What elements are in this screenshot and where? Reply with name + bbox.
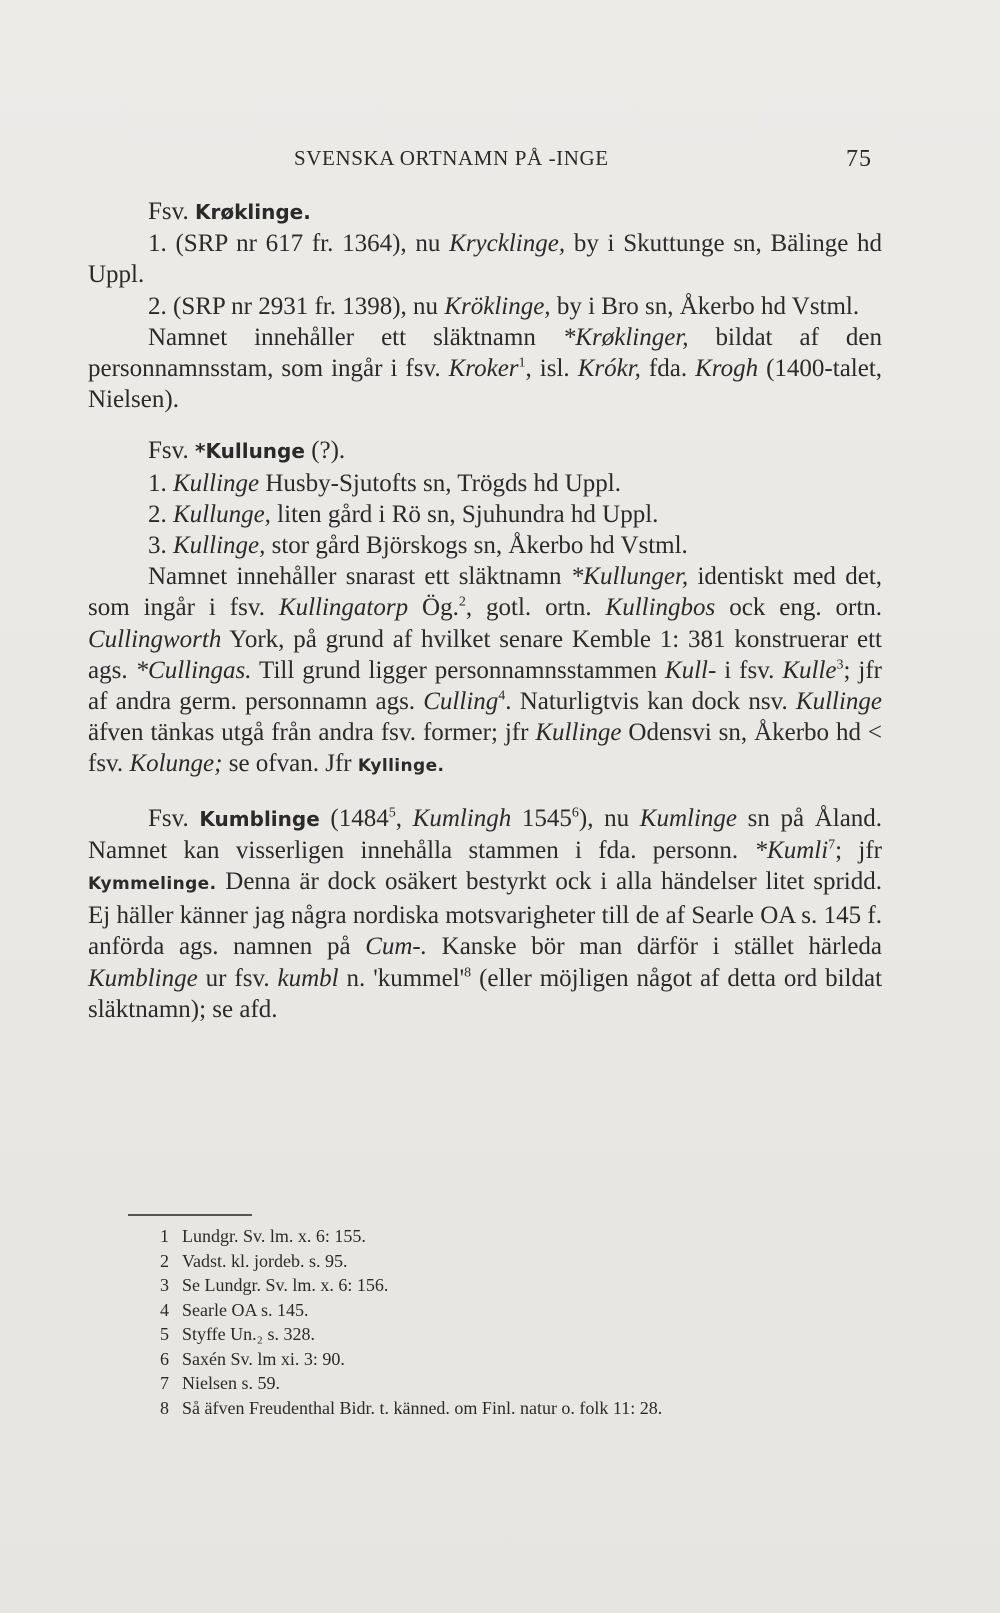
paragraph-text: , [395,804,402,832]
footnote-text: Saxén Sv. lm xi. 3: 90. [182,1348,345,1369]
footnote [160,1347,662,1372]
footnote-number: 5 [160,1324,169,1344]
italic-form: Kumblinge [88,964,198,992]
paragraph-text: Kanske bör man därför i stället härleda [441,933,883,961]
italic-form: *Kumli [754,836,829,864]
item-text: stor gård Björskogs sn, Åkerbo hd Vstml. [271,532,688,560]
footnote-text: Styffe Un.₂ s. 328. [182,1324,315,1344]
footnote-text: Se Lundgr. Sv. lm. x. 6: 156. [182,1275,389,1295]
footnote [160,1224,662,1249]
footnote-number: 3 [160,1275,169,1295]
footnote-text: Searle OA s. 145. [182,1299,309,1320]
paragraph-text: Till grund ligger personnamnsstammen [259,656,657,684]
paragraph-text: ), nu [578,804,630,832]
italic-form: Culling [423,688,499,716]
footnote [160,1371,662,1396]
item-text: 1. (SRP nr 617 fr. 1364), nu [148,230,441,258]
footnote-number: 2 [160,1250,169,1271]
paragraph-text: (eller möjligen något af detta ord bildat släktnamn); se afd. [88,964,883,1023]
footnote-ref: 3 [836,657,844,673]
item-text: 2. [148,500,167,528]
italic-form: Kroker [448,355,519,383]
paragraph-text: fda. [648,355,688,383]
paragraph-text: York, på grund af hvilket senare Kemble 1: 381 konstruerar ett ags. [88,625,882,684]
entry-item [88,530,882,561]
footnote-ref: 6 [571,805,579,821]
paragraph-text: ; jfr [835,836,883,864]
fsv-abbrev: Fsv. [148,198,189,225]
footnote-text: Nielsen s. 59. [182,1373,280,1393]
entry-paragraph [88,561,882,782]
item-text: liten gård i Rö sn, Sjuhundra hd Uppl. [277,500,659,528]
footnote-ref: 5 [388,805,396,821]
italic-form: *Kullunger, [570,563,689,591]
paragraph-text: ur fsv. [205,964,270,992]
paragraph-text: se ofvan. Jfr [228,750,352,778]
footnotes [160,1224,662,1420]
paragraph-text: . Naturligtvis kan dock nsv. [505,688,788,716]
place-name: Kullinge, [173,532,266,560]
paragraph-text: sn på Åland. Namnet kan visserligen innehålla stammen i fda. personn. [88,804,883,864]
footnote-text: Vadst. kl. jordeb. s. 95. [182,1250,348,1271]
italic-form: Kumlingh [412,804,512,832]
footnote-ref: 1 [518,355,526,371]
footnote [160,1396,662,1421]
paragraph-text: Namnet innehåller ett släktnamn [148,323,536,351]
item-text: 1. [148,469,167,497]
italic-form: Krókr, [577,355,641,383]
headword: Krøklinge. [195,200,311,224]
footnote-number: 8 [160,1397,169,1418]
italic-form: Cullingworth [88,625,222,653]
paragraph-text: i fsv. [724,656,775,684]
footnote-ref: 8 [464,965,472,981]
italic-form: Kulle [782,656,837,684]
paragraph-text: Odensvi sn, Åkerbo hd < fsv. [88,719,883,778]
italic-form: Kullinge [535,719,622,747]
footnote-divider [128,1214,252,1216]
italic-form: Kullingatorp [278,594,409,622]
italic-form: Kullingbos [605,594,716,622]
italic-form: *Cullingas. [135,656,252,684]
item-text: 2. (SRP nr 2931 fr. 1398), nu [148,292,439,320]
cross-reference: Kyllinge. [357,756,445,777]
item-text: by i Skuttunge sn, Bälinge hd Uppl. [88,230,883,289]
paragraph-text: ; jfr af andra germ. personnamn ags. [88,656,882,716]
headword: *Kullunge [195,439,305,464]
cross-reference: Kymmelinge. [88,874,217,895]
entry-item [88,499,882,530]
item-text: (?). [311,437,346,465]
italic-form: Krogh [695,355,759,383]
footnote-text: Lundgr. Sv. lm. x. 6: 155. [182,1226,366,1246]
paragraph-text: Namnet innehåller snarast ett släktnamn [148,563,562,591]
footnote-number: 7 [160,1373,169,1393]
italic-form: Kullinge [795,688,883,716]
item-text: 3. [148,532,167,560]
footnote-number: 4 [160,1299,169,1320]
footnote [160,1322,662,1347]
italic-form: kumbl [277,964,339,992]
item-text: by i Bro sn, Åkerbo hd Vstml. [556,292,860,320]
paragraph-text: 1545 [521,804,572,832]
item-text: Husby-Sjutofts sn, Trögds hd Uppl. [265,469,621,497]
italic-form: Kumlinge [639,804,737,832]
entry-heading-kullunge [88,435,882,467]
footnote [160,1298,662,1323]
entry-paragraph [88,322,882,416]
main-text [88,196,882,1025]
paragraph-text: identiskt med det, som ingår i fsv. [88,563,883,622]
place-name: Kullunge, [173,500,271,528]
paragraph-text: äfven tänkas utgå från andra fsv. former; jfr [88,719,529,747]
paragraph-text: , isl. [525,355,570,383]
fsv-abbrev: Fsv. [148,804,189,832]
paragraph-text: Ög. [422,594,459,622]
italic-form: Cum-. [365,933,427,961]
running-title: SVENSKA ORTNAMN PÅ -INGE [294,146,609,170]
fsv-abbrev: Fsv. [148,437,189,465]
footnote-number: 1 [160,1226,169,1246]
footnote-ref: 7 [828,837,836,853]
paragraph-text: bildat af den personnamnsstam, som ingår i fsv. [88,323,882,383]
footnote [160,1249,662,1274]
place-name: Kullinge [173,469,260,497]
entry-paragraph-kumblinge [88,803,882,1025]
paragraph-text: n. 'kummel' [346,964,465,992]
footnote-number: 6 [160,1348,169,1369]
paragraph-text: (1484 [330,804,389,832]
place-name: Krycklinge, [449,230,566,258]
footnote-ref: 2 [458,595,466,611]
entry-heading-kroklinge [88,196,882,228]
entry-item [88,228,882,290]
paragraph-text: Denna är dock osäkert bestyrkt ock i alla händelser litet spridd. Ej häller känner jag några nordiska motsvarigheter till de af Searle OA s. 145 f. anförda ags. namnen på [88,868,883,961]
place-name: Kröklinge, [444,292,551,320]
headword: Kumblinge [199,806,320,831]
footnote-text: Så äfven Freudenthal Bidr. t. känned. om Finl. natur o. folk 11: 28. [182,1397,663,1418]
entry-item [88,291,882,322]
entry-item [88,468,882,499]
italic-form: Kull- [664,656,717,684]
paragraph-text: ock eng. ortn. [729,594,883,622]
page-number: 75 [846,146,872,172]
italic-form: Kolunge; [129,750,223,778]
footnote [160,1273,662,1298]
paragraph-text: (1400-talet, Nielsen). [88,355,883,414]
italic-form: *Krøklinger, [562,323,689,351]
footnote-ref: 4 [498,688,506,704]
paragraph-text: , gotl. ortn. [465,594,592,622]
